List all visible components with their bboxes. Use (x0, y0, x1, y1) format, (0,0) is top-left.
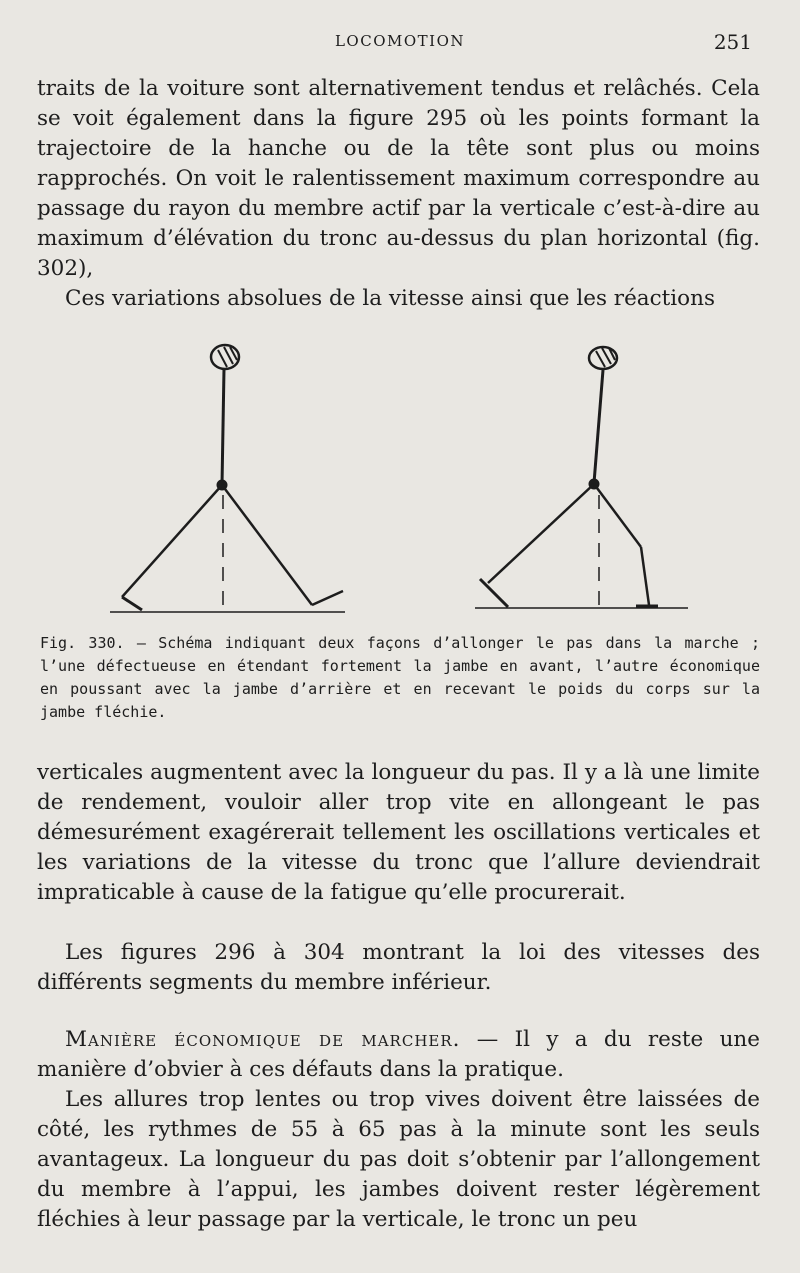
paragraph-3: verticales augmentent avec la longueur du pas. Il y a là une limite de rendement, vouloir aller trop vite en allongeant le pas démesurément exagérerait tellement les oscillations verticales et les variations de la vitesse du tronc que l’allure deviendrait impraticable à cause de la fatigue qu’elle procurerait. (37, 760, 760, 905)
front-leg-left (222, 485, 312, 605)
rear-leg-right (488, 484, 594, 583)
stick-figure-defective (110, 345, 345, 612)
paragraph-6: Les allures trop lentes ou trop vives doivent être laissées de côté, les rythmes de 55 à 65 pas à la minute sont les seuls avantageux. La longueur du pas doit s’obtenir par l’allongement du membre à l’appui, les jambes doivent rester légèrement fléchies à leur passage par la verticale, le tronc un peu (37, 1087, 760, 1232)
front-shin-right (641, 547, 649, 605)
figure-label: Fig. 330. (40, 634, 125, 652)
section-heading: Manière économique de marcher. (65, 1027, 461, 1052)
figure-caption-text: — Schéma indiquant deux façons d’allonger le pas dans la marche ; l’une défectueuse en étendant fortement la jambe en avant, l’autre économique en poussant avec la jambe d’arrière et en recevant le poids du corps sur la jambe fléchie. (40, 634, 760, 721)
page-header (0, 32, 800, 58)
figure-caption (40, 632, 760, 724)
front-thigh-right (594, 484, 641, 547)
trunk-right (594, 370, 603, 483)
rear-leg-left (122, 485, 222, 597)
stick-figure-economical (475, 347, 688, 608)
paragraph-2: Ces variations absolues de la vitesse ainsi que les réactions (65, 286, 716, 311)
trunk-left (222, 369, 224, 485)
gait-schematic (100, 335, 700, 625)
section-intro-text: — Il y a du reste une manière d’obvier à ces défauts dans la pratique. (37, 1027, 760, 1082)
figure-330 (100, 335, 700, 625)
paragraph-1: traits de la voiture sont alternativement tendus et relâchés. Cela se voit également dans la figure 295 où les points formant la trajectoire de la hanche ou de la tête sont plus ou moins rapprochés. On voit le ralentissement maximum correspondre au passage du rayon du membre actif par la verticale c’est-à-dire au maximum d’élévation du tronc au-dessus du plan horizontal (fig. 302), (37, 76, 760, 281)
paragraph-4: Les figures 296 à 304 montrant la loi des vitesses des différents segments du membre inférieur. (37, 940, 760, 995)
paragraph-5 (37, 1025, 760, 1085)
running-title: LOCOMOTION (334, 32, 466, 50)
page-number: 251 (713, 30, 752, 54)
